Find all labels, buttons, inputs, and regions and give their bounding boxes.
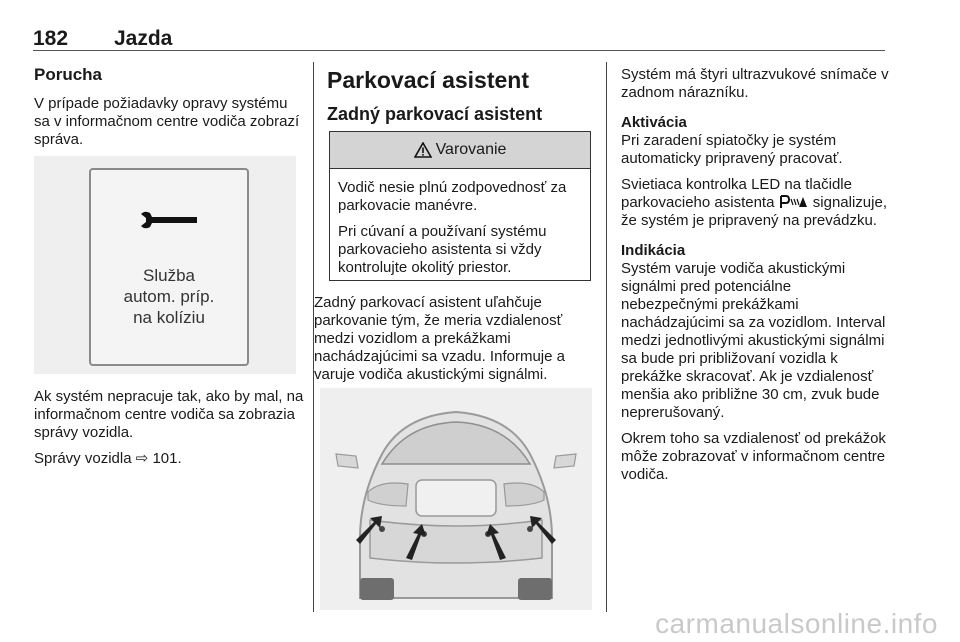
paragraph-display-distance: Okrem toho sa vzdialenosť od prekážok môže zobrazovať v informačnom centre vodiča. — [621, 430, 886, 483]
paragraph-led-indicator — [621, 176, 891, 230]
paragraph-repair-request: V prípade požiadavky opravy systému sa v informačnom centre vodiča zobrazí správa. — [34, 95, 300, 148]
heading-parking-assist: Parkovací asistent — [327, 67, 530, 93]
paragraph-not-working: Ak systém nepracuje tak, ako by mal, na informačnom centre vodiča sa zobrazia správy vozidla. — [34, 388, 304, 441]
led-text-start: Svietiaca kontrolka LED na tlačidle parkovacieho asistenta — [621, 176, 852, 211]
warning-paragraph-1: Vodič nesie plnú zodpovednosť za parkovacie manévre. — [338, 179, 567, 214]
message-line-1: Služba — [143, 266, 195, 285]
message-line-3: na kolíziu — [133, 308, 205, 327]
heading-porucha: Porucha — [34, 65, 103, 84]
paragraph-reverse-gear: Pri zaradení spiatočky je systém automaticky pripravený pracovať. — [621, 132, 843, 167]
warning-paragraph-2: Pri cúvaní a používaní systému parkovacieho asistenta si vždy kontrolujte okolitý priestor. — [338, 223, 547, 276]
warning-icon — [414, 142, 432, 158]
heading-indication: Indikácia — [621, 242, 686, 259]
car-rear-illustration — [320, 388, 592, 610]
message-figure — [34, 156, 296, 374]
heading-activation: Aktivácia — [621, 114, 687, 131]
driver-info-display — [89, 168, 249, 366]
parking-assist-icon — [779, 195, 809, 209]
paragraph-assist-description: Zadný parkovací asistent uľahčuje parkovanie tým, že meria vzdialenosť medzi vozidlom a prekážkami nachádzajúcimi sa vzadu. Informuje a varuje vodiča akustickými signálmi. — [314, 294, 565, 383]
header-rule — [33, 50, 885, 51]
warning-box — [329, 131, 591, 281]
column-3 — [621, 66, 891, 492]
column-1-bottom — [34, 388, 306, 476]
column-2-headings — [327, 66, 597, 125]
column-1 — [34, 65, 304, 157]
section-title: Jazda — [114, 27, 173, 50]
column-2-body — [314, 294, 596, 392]
led-text-end: signalizuje, že systém je pripravený na prevádzku. — [621, 194, 887, 229]
warning-title: Varovanie — [435, 141, 507, 158]
watermark: carmanualsonline.info — [655, 608, 938, 639]
message-text — [91, 265, 247, 328]
paragraph-vehicle-messages: Správy vozidla ⇨ 101. — [34, 450, 182, 467]
column-divider-2 — [606, 62, 607, 612]
heading-rear-parking-assist: Zadný parkovací asistent — [327, 104, 543, 124]
warning-body — [330, 169, 590, 277]
warning-header — [330, 132, 590, 169]
page-number: 182 — [33, 27, 69, 50]
wrench-icon — [137, 208, 201, 232]
car-rear-figure — [320, 388, 592, 610]
message-line-2: autom. príp. — [123, 287, 215, 306]
paragraph-four-sensors: Systém má štyri ultrazvukové snímače v zadnom nárazníku. — [621, 66, 889, 101]
paragraph-acoustic-warning: Systém varuje vodiča akustickými signálmi pred potenciálne nebezpečnými prekážkami nachádzajúcimi sa za vozidlom. Interval medzi jednotlivými akustickými signálmi sa bude pri približovaní vozidla k prekážke skracovať. Ak je vzdialenosť menšia ako približne 30 cm, zvuk bude neprerušovaný. — [621, 260, 886, 421]
